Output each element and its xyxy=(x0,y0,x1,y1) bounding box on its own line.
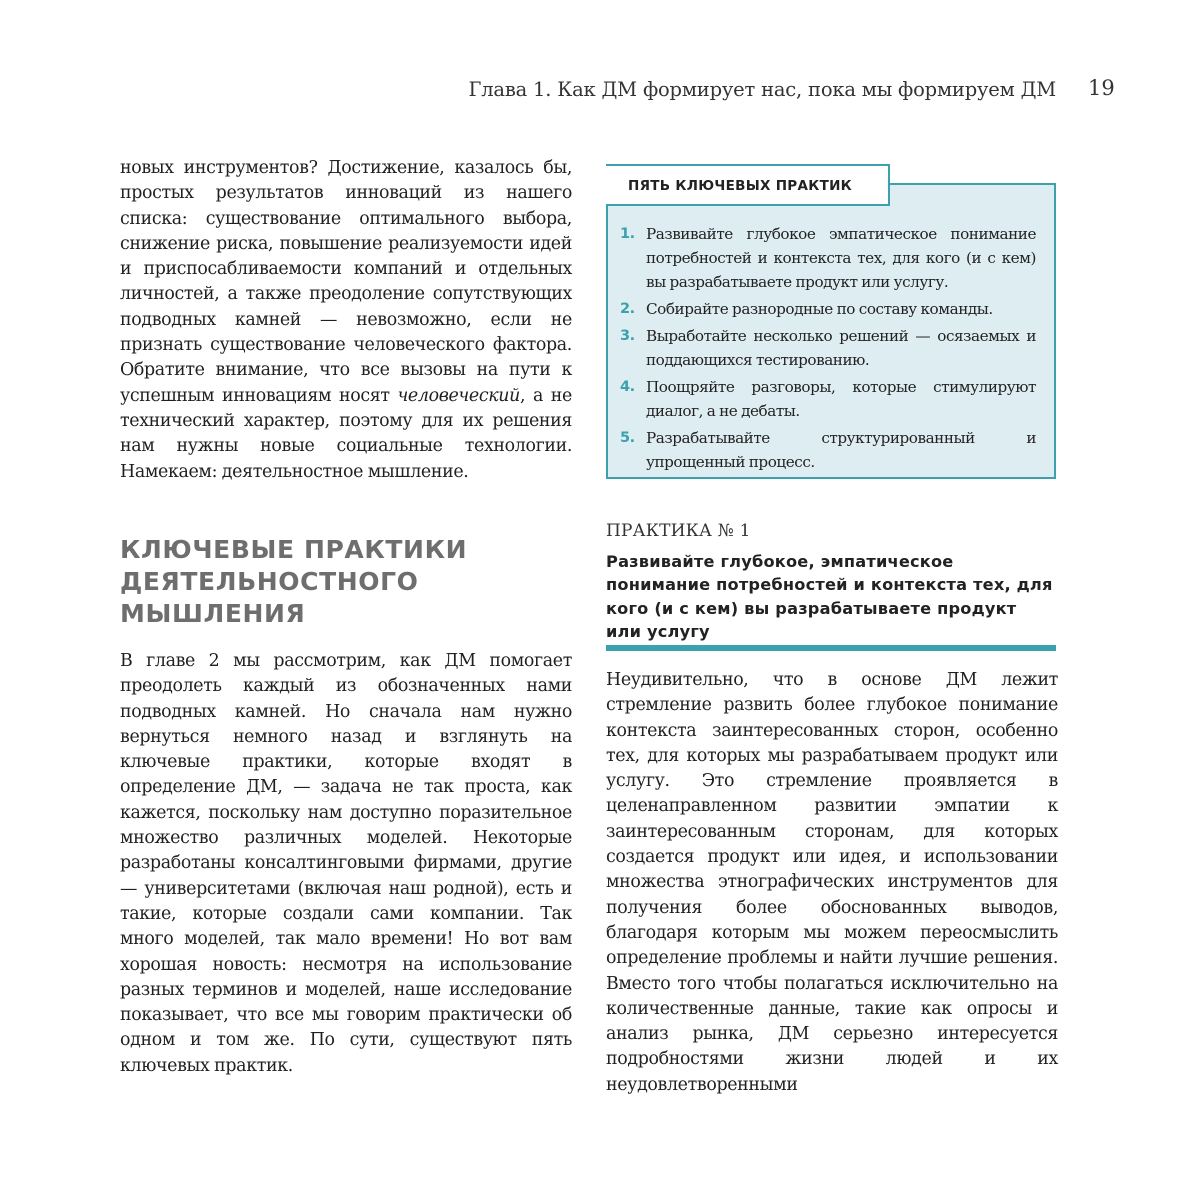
list-item-number: 2. xyxy=(620,301,635,317)
body-paragraph-2: В главе 2 мы рассмотрим, как ДМ помогает преодолеть каждый из обозначенных нами подводных камней. Но сначала нам нужно вернуться немного назад и взглянуть на ключевые практики, которые входят в определение ДМ, — задача не так проста, как кажется, поскольку нам доступно поразительное множество различных моделей. Некоторые разработаны консалтинговыми фирмами, другие — университетами (включая наш родной), есть и такие, которые создали сами компании. Так много моделей, так мало времени! Но вот вам хорошая новость: несмотря на использование разных терминов и моделей, наше исследование показывает, что все мы говорим практически об одном и том же. По сути, существуют пять ключевых практик. xyxy=(120,651,572,1076)
sidebar-box-title: ПЯТЬ КЛЮЧЕВЫХ ПРАКТИК xyxy=(606,164,890,206)
list-item-number: 1. xyxy=(620,226,635,242)
list-item-text: Развивайте глубокое эмпатическое понимание потребностей и контекста тех, для кого (и с кем) вы разрабатываете продукт или услугу. xyxy=(646,225,1036,291)
practice-divider xyxy=(606,645,1056,651)
list-item-number: 3. xyxy=(620,328,635,344)
lead-paragraph xyxy=(120,156,572,485)
list-item-text: Собирайте разнородные по составу команды. xyxy=(646,300,993,318)
list-item-text: Поощряйте разговоры, которые стимулируют диалог, а не дебаты. xyxy=(646,378,1036,420)
lead-text-emphasis: человеческий xyxy=(397,385,520,406)
list-item-text: Выработайте несколько решений — осязаемых и поддающихся тестированию. xyxy=(646,327,1036,369)
practice-body: Неудивительно, что в основе ДМ лежит стремление развить более глубокое понимание контекста заинтересованных сторон, особенно тех, для которых мы разрабатываем продукт или услугу. Это стремление проявляется в целенаправленном развитии эмпатии к заинтересованным сторонам, для которых создается продукт или идея, и использовании множества этнографических инструментов для получения более обоснованных выводов, благодаря которым мы можем переосмыслить определение проблемы и найти лучшие решения. Вместо того чтобы полагаться исключительно на количественные данные, такие как опросы и анализ рынка, ДМ серьезно интересуется подробностями жизни людей и их неудовлетворенными xyxy=(606,670,1058,1095)
list-item-text: Разрабатывайте структурированный и упрощенный процесс. xyxy=(646,429,1036,471)
section-title: КЛЮЧЕВЫЕ ПРАКТИКИ ДЕЯТЕЛЬНОСТНОГО МЫШЛЕНИЯ xyxy=(120,535,468,628)
list-item-number: 4. xyxy=(620,379,635,395)
list-item xyxy=(620,426,1036,474)
page-number: 19 xyxy=(1088,76,1115,100)
list-item xyxy=(620,222,1036,294)
list-item xyxy=(620,297,1036,321)
practice-title: Развивайте глубокое, эмпатическое понимание потребностей и контекста тех, для кого (и с кем) вы разрабатываете продукт или услугу xyxy=(606,552,1053,642)
practice-label: ПРАКТИКА № 1 xyxy=(606,521,751,541)
running-head: Глава 1. Как ДМ формирует нас, пока мы формируем ДМ xyxy=(468,78,1056,101)
list-item xyxy=(620,324,1036,372)
lead-text-a: новых инструментов? Достижение, казалось бы, простых результатов инноваций из нашего списка: существование оптимального выбора, снижение риска, повышение реализуемости идей и приспосабливаемости компаний и отдельных личностей, а также преодоление сопутствующих подводных камней — невозможно, если не признать существование человеческого фактора. Обратите внимание, что все вызовы на пути к успешным инновациям носят xyxy=(120,158,572,406)
lead-text-b: , а не технический характер, поэтому для их решения нам нужны новые социальные технологии. Намекаем: деятельностное мышление. xyxy=(120,385,572,482)
list-item-number: 5. xyxy=(620,430,635,446)
list-item xyxy=(620,375,1036,423)
practice-list xyxy=(620,222,1036,477)
